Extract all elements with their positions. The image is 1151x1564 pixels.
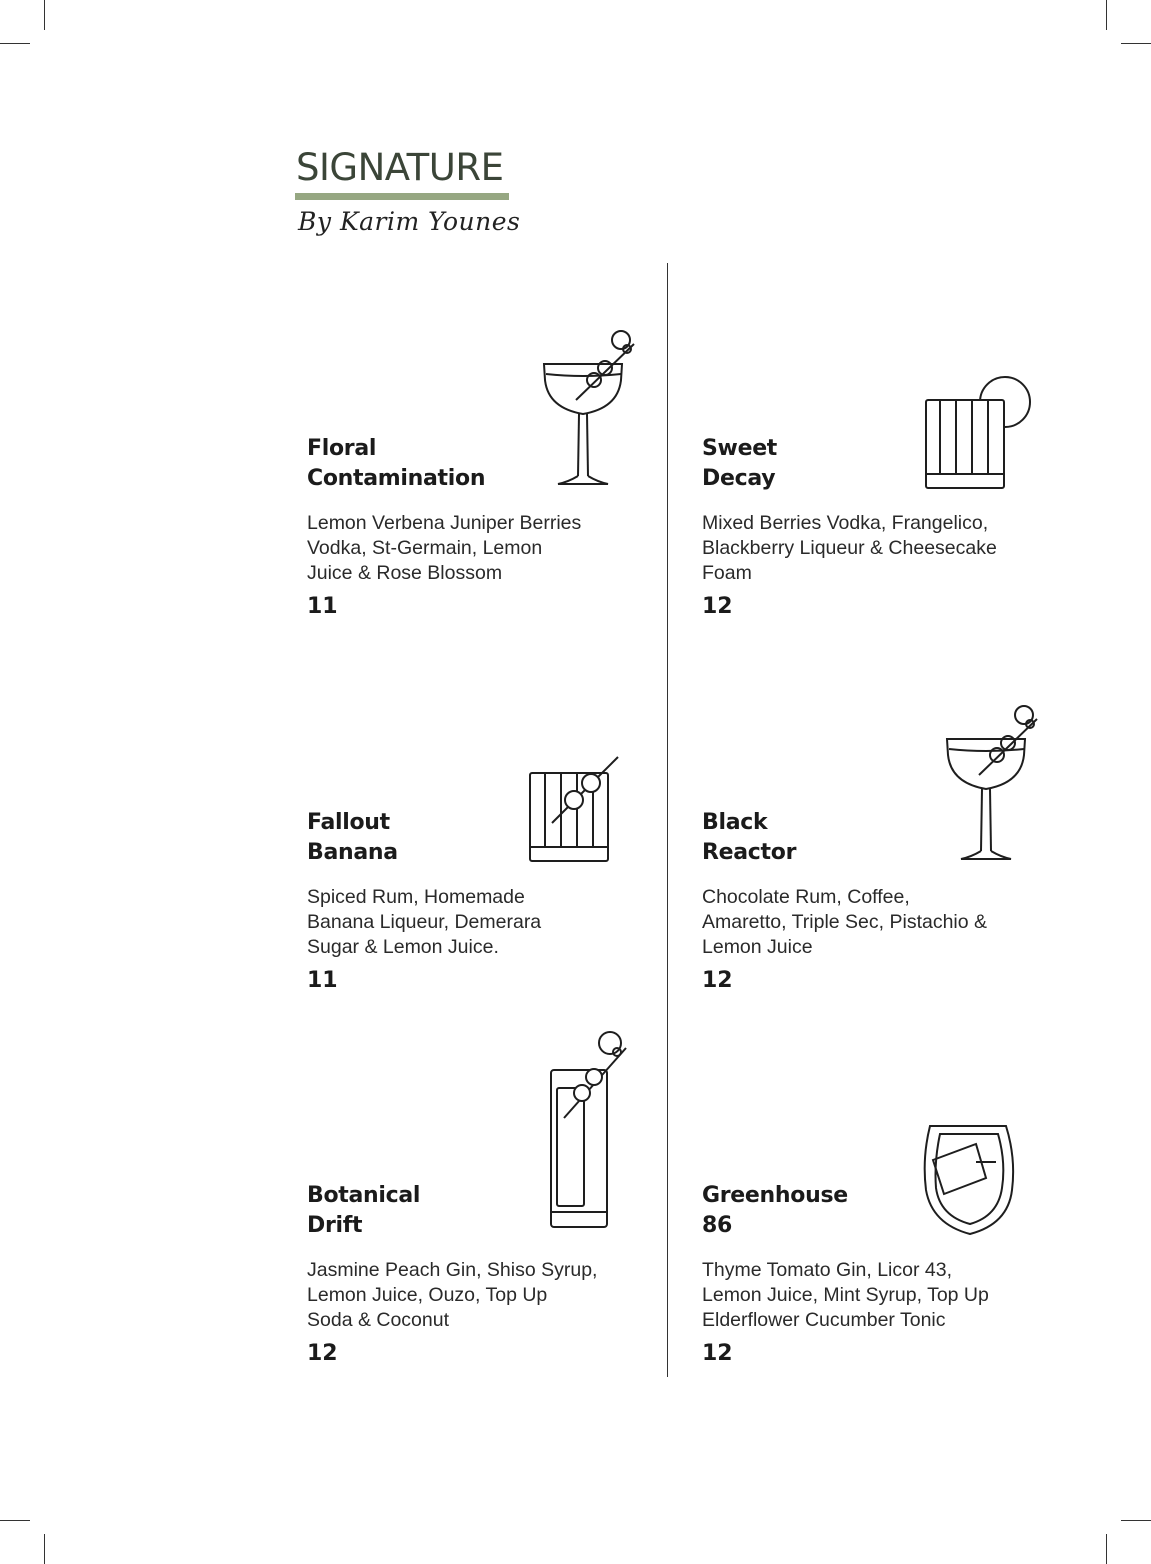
crop-mark — [44, 0, 45, 30]
item-price: 11 — [307, 594, 338, 619]
item-description-line: Blackberry Liqueur & Cheesecake — [702, 537, 997, 559]
item-description-line: Elderflower Cucumber Tonic — [702, 1309, 946, 1331]
coupe-glass-icon — [941, 703, 1041, 865]
item-name-line: Floral — [307, 436, 377, 461]
item-price: 12 — [702, 1341, 733, 1366]
item-price: 12 — [307, 1341, 338, 1366]
item-name — [307, 434, 485, 494]
crop-mark — [0, 43, 30, 44]
crop-mark — [44, 1534, 45, 1564]
item-name — [702, 808, 796, 868]
page-title: SIGNATURE — [296, 146, 504, 189]
item-description-line: Spiced Rum, Homemade — [307, 886, 525, 908]
item-name-line: Reactor — [702, 840, 797, 865]
item-name — [307, 1181, 420, 1241]
stemless-glass-ice-icon — [922, 1124, 1018, 1236]
item-name-line: Sweet — [702, 436, 778, 461]
item-description — [307, 885, 637, 960]
item-description — [702, 1258, 1032, 1333]
item-description-line: Jasmine Peach Gin, Shiso Syrup, — [307, 1259, 598, 1281]
item-description-line: Soda & Coconut — [307, 1309, 450, 1331]
item-description — [702, 511, 1032, 586]
item-description-line: Chocolate Rum, Coffee, — [702, 886, 910, 908]
highball-glass-icon — [548, 1030, 638, 1230]
item-description-line: Sugar & Lemon Juice. — [307, 936, 499, 958]
item-name-line: Contamination — [307, 466, 486, 491]
item-price: 12 — [702, 968, 733, 993]
item-description-line: Amaretto, Triple Sec, Pistachio & — [702, 911, 988, 933]
rocks-glass-garnish-icon — [528, 755, 622, 865]
item-description-line: Lemon Juice, Mint Syrup, Top Up — [702, 1284, 989, 1306]
item-description-line: Thyme Tomato Gin, Licor 43, — [702, 1259, 952, 1281]
item-description — [702, 885, 1032, 960]
crop-mark — [1106, 0, 1107, 30]
item-name-line: Black — [702, 810, 768, 835]
crop-mark — [1106, 1534, 1107, 1564]
item-price: 12 — [702, 594, 733, 619]
item-name-line: Decay — [702, 466, 776, 491]
crop-mark — [0, 1520, 30, 1521]
item-name-line: Fallout — [307, 810, 390, 835]
crop-mark — [1121, 43, 1151, 44]
author-byline: By Karim Younes — [298, 207, 521, 236]
item-name-line: 86 — [702, 1213, 733, 1238]
item-description-line: Banana Liqueur, Demerara — [307, 911, 542, 933]
item-description-line: Juice & Rose Blossom — [307, 562, 503, 584]
item-description-line: Mixed Berries Vodka, Frangelico, — [702, 512, 989, 534]
item-description-line: Foam — [702, 562, 752, 584]
item-price: 11 — [307, 968, 338, 993]
item-name-line: Drift — [307, 1213, 363, 1238]
item-name — [702, 1181, 848, 1241]
crop-mark — [1121, 1520, 1151, 1521]
item-name — [307, 808, 398, 868]
item-name-line: Botanical — [307, 1183, 421, 1208]
item-name-line: Banana — [307, 840, 398, 865]
coupe-glass-icon — [538, 328, 638, 490]
column-divider — [667, 263, 668, 1377]
item-description-line: Vodka, St-Germain, Lemon — [307, 537, 543, 559]
item-name — [702, 434, 777, 494]
item-name-line: Greenhouse — [702, 1183, 848, 1208]
item-description — [307, 511, 637, 586]
item-description-line: Lemon Juice, Ouzo, Top Up — [307, 1284, 548, 1306]
item-description-line: Lemon Juice — [702, 936, 813, 958]
item-description-line: Lemon Verbena Juniper Berries — [307, 512, 582, 534]
rocks-glass-citrus-icon — [924, 376, 1034, 490]
item-description — [307, 1258, 637, 1333]
title-underline — [295, 193, 509, 200]
